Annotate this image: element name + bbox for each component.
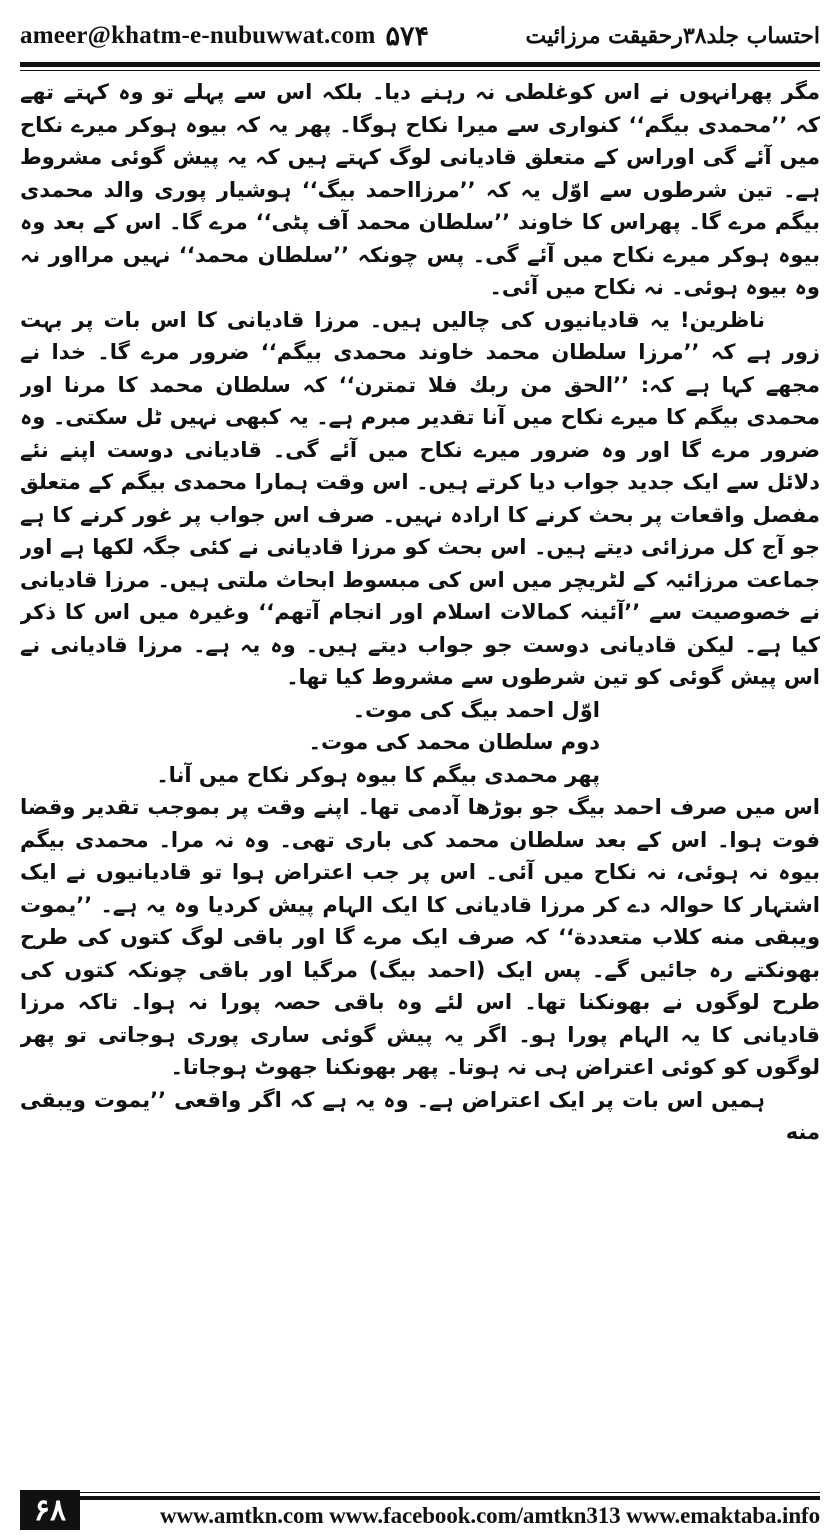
header-rule-thin [20, 70, 820, 71]
header-left-group [20, 21, 429, 52]
paragraph-4: ہمیں اس بات پر ایک اعتراض ہے۔ وہ یہ ہے کہ اگر واقعی ’’یموت ویبقی منه [20, 1087, 820, 1144]
body-text [20, 76, 820, 1460]
list-item-1: اوّل احمد بیگ کی موت۔ [352, 697, 600, 722]
footer-links: www.amtkn.com www.facebook.com/amtkn313 www.emaktaba.info [159, 1503, 820, 1528]
paragraph-3: اس میں صرف احمد بیگ جو بوڑھا آدمی تھا۔ اپنے وقت پر بموجب تقدیر وقضا فوت ہوا۔ اس کے بعد سلطان محمد کی باری تھی۔ وہ نہ مرا۔ محمدی بیگم بیوہ نہ ہوئی، نہ نکاح میں آئی۔ اس پر جب اعتراض ہوا تو قادیانیوں نے ایک اشتہار کا حوالہ دے کر مرزا قادیانی کا ایک الہام پیش کردیا وہ یہ ہے۔ ’’یموت ویبقی منه كلاب متعددة‘‘ کہ صرف ایک مرے گا اور باقی لوگ کتوں کی طرح بھونکتے رہ جائیں گے۔ پس ایک (احمد بیگ) مرگیا اور باقی چونکہ کتوں کی طرح لوگوں نے بھونکنا تھا۔ اس لئے وہ باقی حصہ پورا نہ ہوا۔ تاکہ مرزا قادیانی کا یہ الہام پورا ہو۔ اگر یہ پیش گوئی ساری پوری ہوجاتی تو پھر لوگوں کو کوئی اعتراض ہی نہ ہوتا۔ پھر بھونکنا جھوٹ ہوجاتا۔ [20, 795, 820, 1079]
header-book-title: احتساب جلد۳۸رحقیقت مرزائیت [525, 23, 820, 49]
paragraph-2: ناظرین! یہ قادیانیوں کی چالیں ہیں۔ مرزا قادیانی کا اس بات پر بہت زور ہے کہ ’’مرزا سلطان محمد خاوند محمدی بیگم‘‘ ضرور مرے گا۔ خدا نے مجھے کہا ہے کہ: ’’الحق من ربك فلا تمترن‘‘ کہ سلطان محمد کا مرنا اور محمدی بیگم کا میرے نکاح میں آنا تقدیر مبرم ہے۔ یہ کبھی نہیں ٹل سکتی۔ وہ ضرور مرے گا اور وہ ضرور میرے نکاح میں آئے گی۔ قادیانی دوست اپنے نئے دلائل سے ایک جدید جواب دیا کرتے ہیں۔ اس وقت ہمارا محمدی بیگم کے متعلق مفصل واقعات پر بحث کرنے کا ارادہ نہیں۔ صرف اس جواب پر غور کرنے کا ہے جو آج کل مرزائی دیتے ہیں۔ اس بحث کو مرزا قادیانی نے کئی جگہ لکھا ہے اور جماعت مرزائیہ کے لٹریچر میں اس کی مبسوط ابحاث ملتی ہیں۔ مرزا قادیانی نے خصوصیت سے ’’آئینہ کمالات اسلام اور انجام آتھم‘‘ وغیرہ میں اس کا ذکر کیا ہے۔ لیکن قادیانی دوست جو جواب دیتے ہیں۔ وہ یہ ہے۔ مرزا قادیانی نے اس پیش گوئی کو تین شرطوں سے مشروط کیا تھا۔ [20, 307, 820, 689]
footer-page-number: ۶۸ [20, 1490, 80, 1530]
list-item-2: دوم سلطان محمد کی موت۔ [308, 730, 600, 754]
header-email: ameer@khatm-e-nubuwwat.com [20, 22, 376, 49]
footer-rule-thin [80, 1492, 820, 1493]
paragraph-1: مگر پھرانہوں نے اس کوغلطی نہ رہنے دیا۔ بلکہ اس سے پہلے تو وہ کہتے تھے کہ ’’محمدی بیگم‘‘ کنواری سے میرا نکاح ہوگا۔ پھر یہ کہ بیوہ ہوکر میرے نکاح میں آئے گی اوراس کے متعلق قادیانی لوگ کہتے ہیں کہ یہ پیش گوئی مشروط ہے۔ تین شرطوں سے اوّل یہ کہ ’’مرزااحمد بیگ‘‘ ہوشیار پوری والد محمدی بیگم مرے گا۔ پھراس کا خاوند ’’سلطان محمد آف پٹی‘‘ مرے گا۔ اس کے بعد وہ بیوہ ہوکر میرے نکاح میں آئے گی۔ پس چونکہ ’’سلطان محمد‘‘ نہیں مرااور نہ وہ بیوہ ہوئی۔ نہ نکاح میں آئی۔ [20, 80, 820, 299]
footer-rule-thick [80, 1496, 820, 1500]
header-page-number: ۵۷۴ [385, 20, 430, 52]
page-header [20, 14, 820, 58]
header-rule-thick [20, 62, 820, 67]
list-item-3: پھر محمدی بیگم کا بیوہ ہوکر نکاح میں آنا۔ [156, 762, 600, 787]
